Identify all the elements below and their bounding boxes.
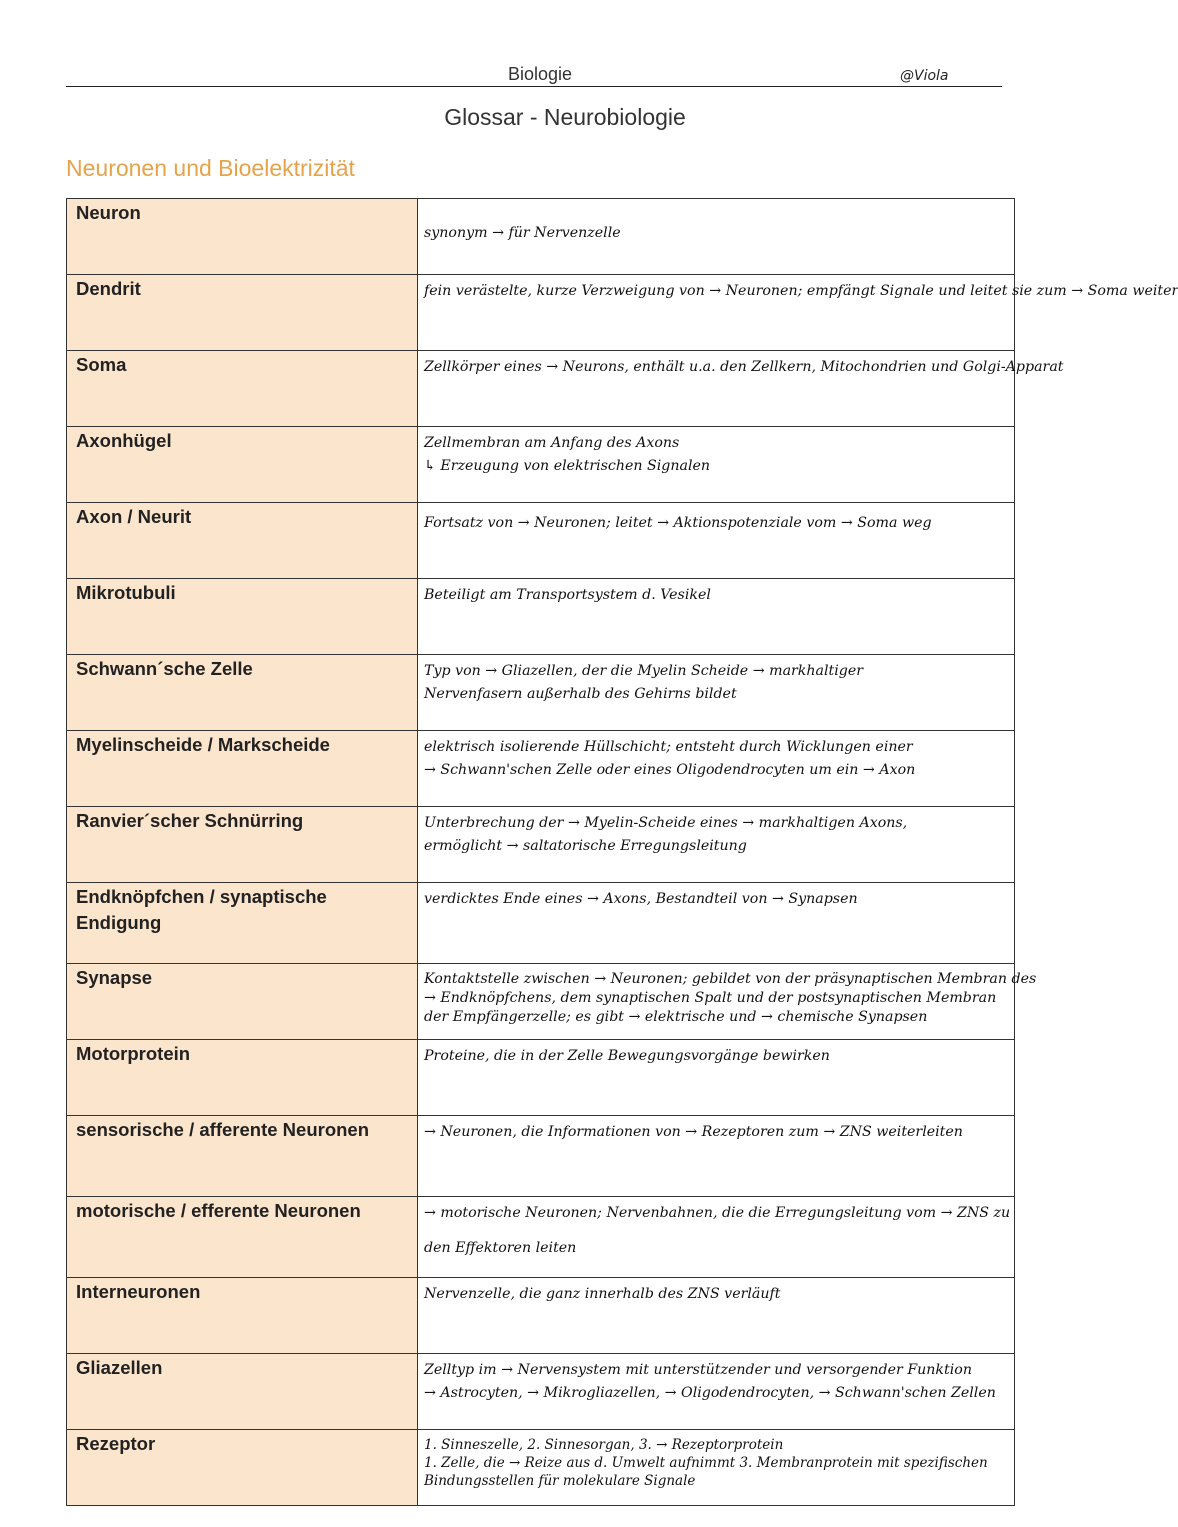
header-rule xyxy=(66,86,1002,87)
definition-line xyxy=(424,1305,1008,1307)
definition-cell xyxy=(418,199,1015,275)
term-cell: Rezeptor xyxy=(67,1430,418,1506)
definition-line: Nervenzelle, die ganz innerhalb des ZNS verläuft xyxy=(424,1286,781,1302)
term-cell: Synapse xyxy=(67,964,418,1040)
table-row xyxy=(67,655,1015,731)
term-cell: Ranvier´scher Schnürring xyxy=(67,807,418,883)
term-cell: Motorprotein xyxy=(67,1040,418,1116)
definition-line: Typ von → Gliazellen, der die Myelin Scheide → markhaltiger xyxy=(424,663,864,679)
definition-line: Zellkörper eines → Neurons, enthält u.a. den Zellkern, Mitochondrien und Golgi-Apparat xyxy=(424,359,1064,375)
definition-cell xyxy=(418,275,1178,351)
definition-cell xyxy=(418,427,1015,503)
definition-cell xyxy=(418,351,1064,427)
definition-line xyxy=(424,302,1008,304)
definition-line: ermöglicht → saltatorische Erregungsleitung xyxy=(424,838,747,854)
definition-line xyxy=(424,1143,1008,1145)
definition-cell xyxy=(418,1354,1015,1430)
definition-line: Fortsatz von → Neuronen; leitet → Aktionspotenziale vom → Soma weg xyxy=(424,515,932,531)
section-heading: Neuronen und Bioelektrizität xyxy=(66,155,355,181)
term-cell: Endknöpfchen / synaptische Endigung xyxy=(67,883,418,964)
table-row xyxy=(67,503,1015,579)
term-cell: sensorische / afferente Neuronen xyxy=(67,1116,418,1197)
table-row xyxy=(67,1430,1015,1506)
page-title: Glossar - Neurobiologie xyxy=(444,104,686,130)
term-cell: Axonhügel xyxy=(67,427,418,503)
table-row xyxy=(67,1354,1015,1430)
table-row xyxy=(67,731,1015,807)
definition-line xyxy=(424,606,1008,608)
table-row xyxy=(67,351,1015,427)
definition-line: Nervenfasern außerhalb des Gehirns bildet xyxy=(424,686,737,702)
definition-line: → motorische Neuronen; Nervenbahnen, die die Erregungsleitung vom → ZNS zu xyxy=(424,1205,1011,1221)
definition-line: 1. Sinneszelle, 2. Sinnesorgan, 3. → Rezeptorprotein xyxy=(424,1437,784,1453)
definition-line: den Effektoren leiten xyxy=(424,1240,577,1256)
definition-line: Kontaktstelle zwischen → Neuronen; gebildet von der präsynaptischen Membran des xyxy=(424,971,1037,987)
definition-cell xyxy=(418,1430,1015,1506)
definition-line xyxy=(424,244,1008,246)
definition-line: verdicktes Ende eines → Axons, Bestandteil von → Synapsen xyxy=(424,891,858,907)
definition-cell xyxy=(418,579,1015,655)
term-cell: Schwann´sche Zelle xyxy=(67,655,418,731)
definition-line xyxy=(424,910,1008,912)
definition-line: Proteine, die in der Zelle Bewegungsvorgänge bewirken xyxy=(424,1048,830,1064)
table-row xyxy=(67,807,1015,883)
definition-line xyxy=(424,1067,1008,1069)
definition-cell xyxy=(418,503,1015,579)
subject-label: Biologie xyxy=(507,64,573,84)
definition-cell xyxy=(418,964,1037,1040)
table-row xyxy=(67,883,1015,964)
definition-line: ↳ Erzeugung von elektrischen Signalen xyxy=(424,458,711,474)
term-cell: Myelinscheide / Markscheide xyxy=(67,731,418,807)
table-row xyxy=(67,199,1015,275)
table-row xyxy=(67,1278,1015,1354)
definition-line: fein verästelte, kurze Verzweigung von → Neuronen; empfängt Signale und leitet sie zum → Soma weiter xyxy=(424,283,1178,299)
definition-line: Zellmembran am Anfang des Axons xyxy=(424,435,680,451)
term-cell: Soma xyxy=(67,351,418,427)
term-cell: Neuron xyxy=(67,199,418,275)
definition-line: Zelltyp im → Nervensystem mit unterstützender und versorgender Funktion xyxy=(424,1362,972,1378)
table-row xyxy=(67,964,1015,1040)
definition-cell xyxy=(418,1197,1015,1278)
table-row xyxy=(67,275,1015,351)
definition-cell xyxy=(418,807,1015,883)
term-cell: Dendrit xyxy=(67,275,418,351)
table-row xyxy=(67,1116,1015,1197)
definition-cell xyxy=(418,1040,1015,1116)
term-cell: Gliazellen xyxy=(67,1354,418,1430)
table-row xyxy=(67,1040,1015,1116)
definition-cell xyxy=(418,883,1015,964)
definition-line: → Schwann'schen Zelle oder eines Oligodendrocyten um ein → Axon xyxy=(424,762,916,778)
definition-line: → Astrocyten, → Mikrogliazellen, → Oligodendrocyten, → Schwann'schen Zellen xyxy=(424,1385,996,1401)
definition-line: 1. Zelle, die → Reize aus d. Umwelt aufnimmt 3. Membranprotein mit spezifischen Bindungsstellen für molekulare Signale xyxy=(424,1455,988,1489)
table-row xyxy=(67,427,1015,503)
table-row xyxy=(67,579,1015,655)
term-cell: Mikrotubuli xyxy=(67,579,418,655)
table-row xyxy=(67,1197,1015,1278)
definition-line xyxy=(424,378,1008,380)
definition-line xyxy=(424,534,1008,536)
definition-line: elektrisch isolierende Hüllschicht; entsteht durch Wicklungen einer xyxy=(424,739,913,755)
definition-line: → Neuronen, die Informationen von → Rezeptoren zum → ZNS weiterleiten xyxy=(424,1124,963,1140)
definition-cell xyxy=(418,655,1015,731)
glossary-table xyxy=(66,198,1178,1506)
definition-cell xyxy=(418,1116,1015,1197)
definition-line: Beteiligt am Transportsystem d. Vesikel xyxy=(424,587,711,603)
author-label: @Viola xyxy=(900,68,949,84)
term-cell: Interneuronen xyxy=(67,1278,418,1354)
definition-line: Unterbrechung der → Myelin-Scheide eines → markhaltigen Axons, xyxy=(424,815,908,831)
definition-line: synonym → für Nervenzelle xyxy=(424,225,621,241)
definition-line: → Endknöpfchens, dem synaptischen Spalt und der postsynaptischen Membran der Empfängerzelle; es gibt → elektrische und → chemische Synapsen xyxy=(424,990,997,1025)
term-cell: Axon / Neurit xyxy=(67,503,418,579)
definition-cell xyxy=(418,731,1015,807)
term-cell: motorische / efferente Neuronen xyxy=(67,1197,418,1278)
definition-cell xyxy=(418,1278,1015,1354)
